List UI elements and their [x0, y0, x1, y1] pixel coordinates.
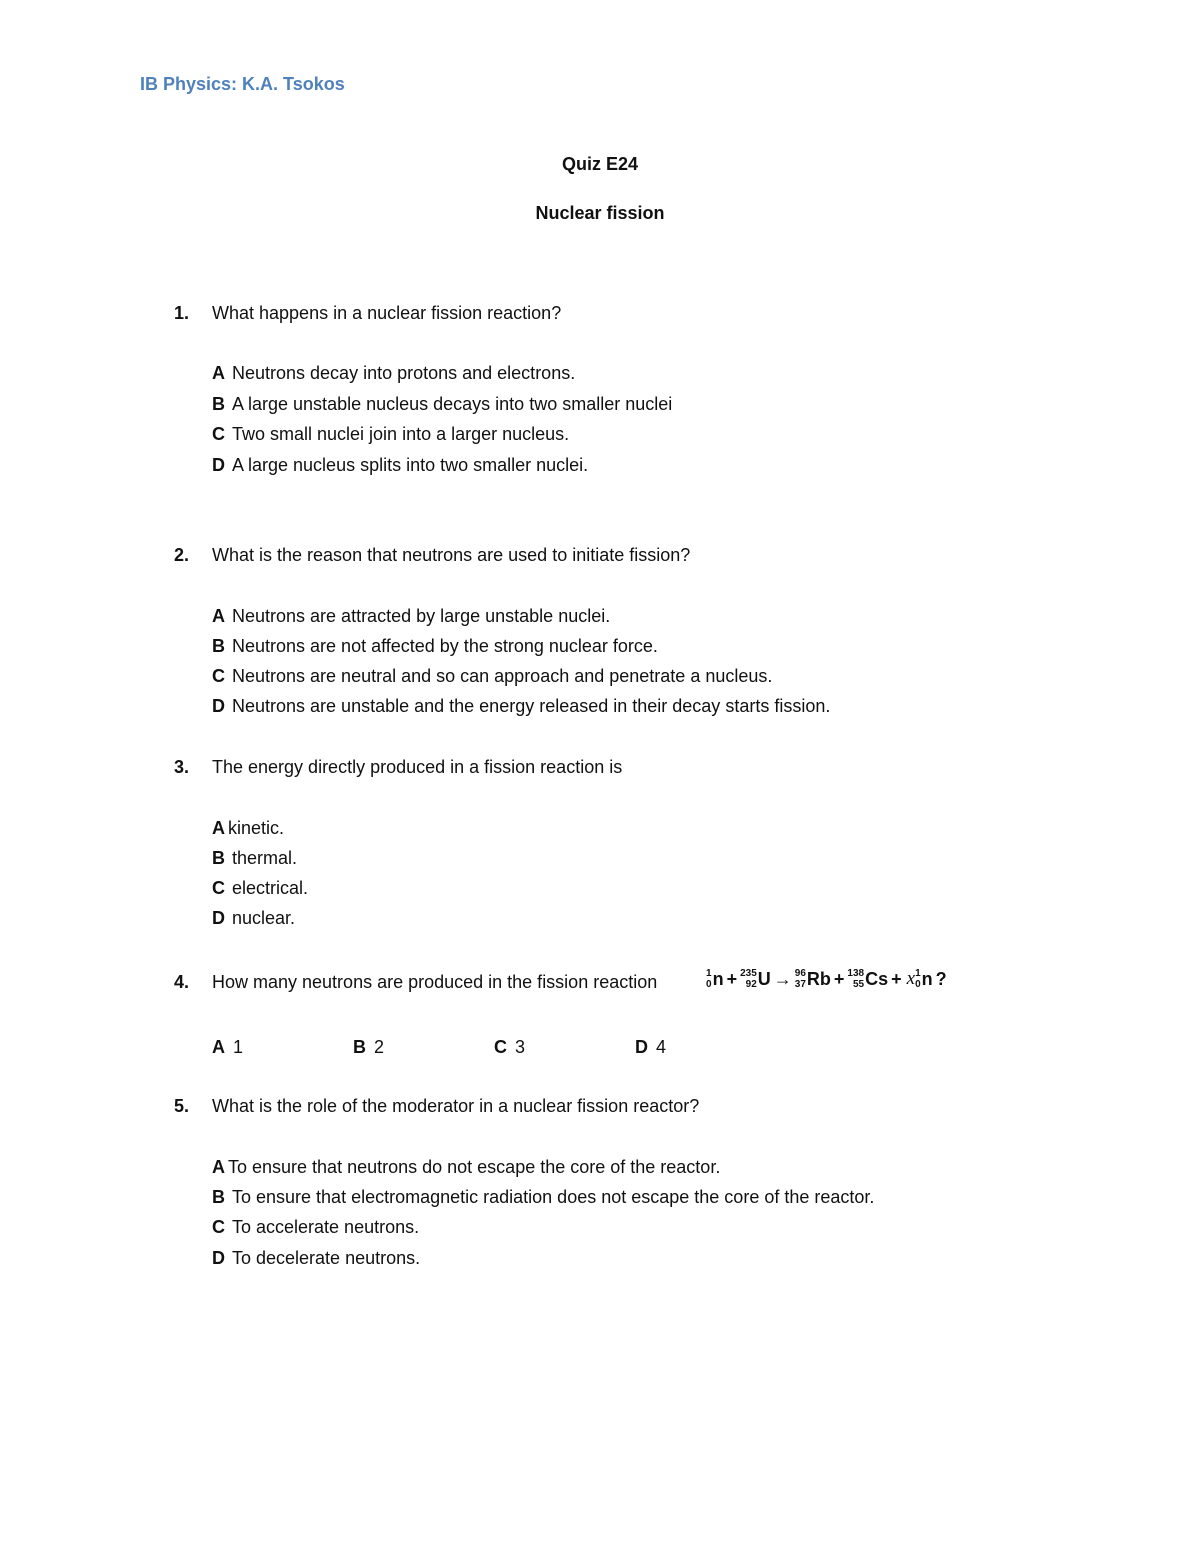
question-text: The energy directly produced in a fission reaction is	[212, 757, 623, 777]
option-b	[353, 1037, 384, 1058]
option-letter: A	[212, 1037, 225, 1057]
option-text: Neutrons decay into protons and electrons.	[232, 363, 576, 383]
option-text: 4	[656, 1037, 667, 1057]
rubidium-nuclide	[795, 968, 831, 990]
mass-number: 138	[847, 968, 865, 980]
option-letter: D	[212, 908, 225, 928]
option-d	[212, 455, 588, 476]
option-letter: C	[212, 666, 225, 686]
option-a	[212, 1037, 243, 1058]
quiz-title: Quiz E24	[561, 154, 639, 174]
option-text: Two small nuclei join into a larger nucleus.	[232, 424, 570, 444]
option-a	[212, 818, 284, 839]
option-text: To ensure that neutrons do not escape the core of the reactor.	[228, 1157, 721, 1177]
option-text: To ensure that electromagnetic radiation does not escape the core of the reactor.	[232, 1187, 875, 1207]
nuclide-symbol: n	[712, 968, 724, 989]
option-letter: A	[212, 1157, 225, 1177]
nuclide-symbol: U	[757, 968, 771, 989]
question-number: 4.	[174, 972, 190, 992]
option-text: Neutrons are attracted by large unstable nuclei.	[232, 606, 611, 626]
mass-number: 1	[915, 968, 921, 980]
mass-number: 96	[794, 968, 806, 980]
option-text: To accelerate neutrons.	[232, 1217, 420, 1237]
option-letter: B	[212, 394, 225, 414]
option-letter: C	[212, 424, 225, 444]
atomic-number: 0	[915, 979, 921, 991]
option-text: nuclear.	[232, 908, 296, 928]
mass-number: 1	[706, 968, 712, 980]
question-text: What is the reason that neutrons are used to initiate fission?	[212, 545, 691, 565]
mass-number: 235	[740, 968, 757, 980]
option-c	[212, 424, 569, 445]
option-b	[212, 1187, 874, 1208]
nuclide-symbol: n	[921, 968, 933, 989]
option-letter: A	[212, 818, 225, 838]
unknown-x: x	[906, 968, 916, 990]
option-text: A large unstable nucleus decays into two smaller nuclei	[232, 394, 673, 414]
question-number: 3.	[174, 757, 190, 777]
option-text: A large nucleus splits into two smaller nuclei.	[232, 455, 589, 475]
option-b	[212, 394, 672, 415]
option-c	[212, 666, 772, 687]
option-letter: B	[212, 636, 225, 656]
option-letter: C	[212, 878, 225, 898]
option-text: Neutrons are unstable and the energy released in their decay starts fission.	[232, 696, 831, 716]
option-letter: A	[212, 363, 225, 383]
option-letter: D	[212, 455, 225, 475]
nuclide-symbol: Rb	[806, 968, 831, 989]
option-text: electrical.	[232, 878, 309, 898]
option-letter: D	[635, 1037, 648, 1057]
option-letter: B	[353, 1037, 366, 1057]
option-d	[212, 696, 830, 717]
option-letter: D	[212, 696, 225, 716]
option-text: To decelerate neutrons.	[232, 1248, 421, 1268]
option-letter: B	[212, 848, 225, 868]
option-text: Neutrons are not affected by the strong nuclear force.	[232, 636, 658, 656]
question-text: What is the role of the moderator in a nuclear fission reactor?	[212, 1096, 700, 1116]
question-text: What happens in a nuclear fission reaction?	[212, 303, 562, 323]
option-d	[635, 1037, 666, 1058]
option-text: kinetic.	[228, 818, 285, 838]
uranium-nuclide	[740, 968, 771, 990]
plus-sign: +	[833, 968, 845, 989]
option-b	[212, 636, 658, 657]
question-mark: ?	[935, 968, 947, 989]
option-text: Neutrons are neutral and so can approach and penetrate a nucleus.	[232, 666, 773, 686]
option-text: 2	[374, 1037, 385, 1057]
plus-sign: +	[726, 968, 738, 989]
neutron-reactant	[706, 968, 724, 990]
document-header: IB Physics: K.A. Tsokos	[140, 74, 345, 94]
option-letter: C	[212, 1217, 225, 1237]
question-text: How many neutrons are produced in the fission reaction	[212, 972, 658, 992]
option-b	[212, 848, 297, 869]
option-c	[494, 1037, 525, 1058]
option-a	[212, 363, 575, 384]
option-letter: B	[212, 1187, 225, 1207]
question-number: 2.	[174, 545, 190, 565]
atomic-number: 0	[706, 979, 712, 991]
nuclide-symbol: Cs	[865, 968, 889, 989]
option-text: 3	[515, 1037, 526, 1057]
option-d	[212, 1248, 420, 1269]
option-d	[212, 908, 295, 929]
reaction-arrow: →	[773, 968, 792, 989]
option-a	[212, 606, 610, 627]
option-c	[212, 878, 308, 899]
option-a	[212, 1157, 720, 1178]
quiz-subtitle: Nuclear fission	[535, 203, 665, 223]
option-letter: C	[494, 1037, 507, 1057]
option-c	[212, 1217, 419, 1238]
atomic-number: 37	[794, 979, 806, 991]
option-letter: A	[212, 606, 225, 626]
question-number: 1.	[174, 303, 190, 323]
option-letter: D	[212, 1248, 225, 1268]
atomic-number: 55	[852, 979, 865, 991]
plus-sign: +	[891, 968, 902, 989]
fission-equation	[706, 968, 950, 990]
option-text: thermal.	[232, 848, 298, 868]
question-number: 5.	[174, 1096, 190, 1116]
option-text: 1	[233, 1037, 244, 1057]
neutron-product	[915, 968, 933, 990]
cesium-nuclide	[847, 968, 888, 990]
atomic-number: 92	[745, 979, 757, 991]
